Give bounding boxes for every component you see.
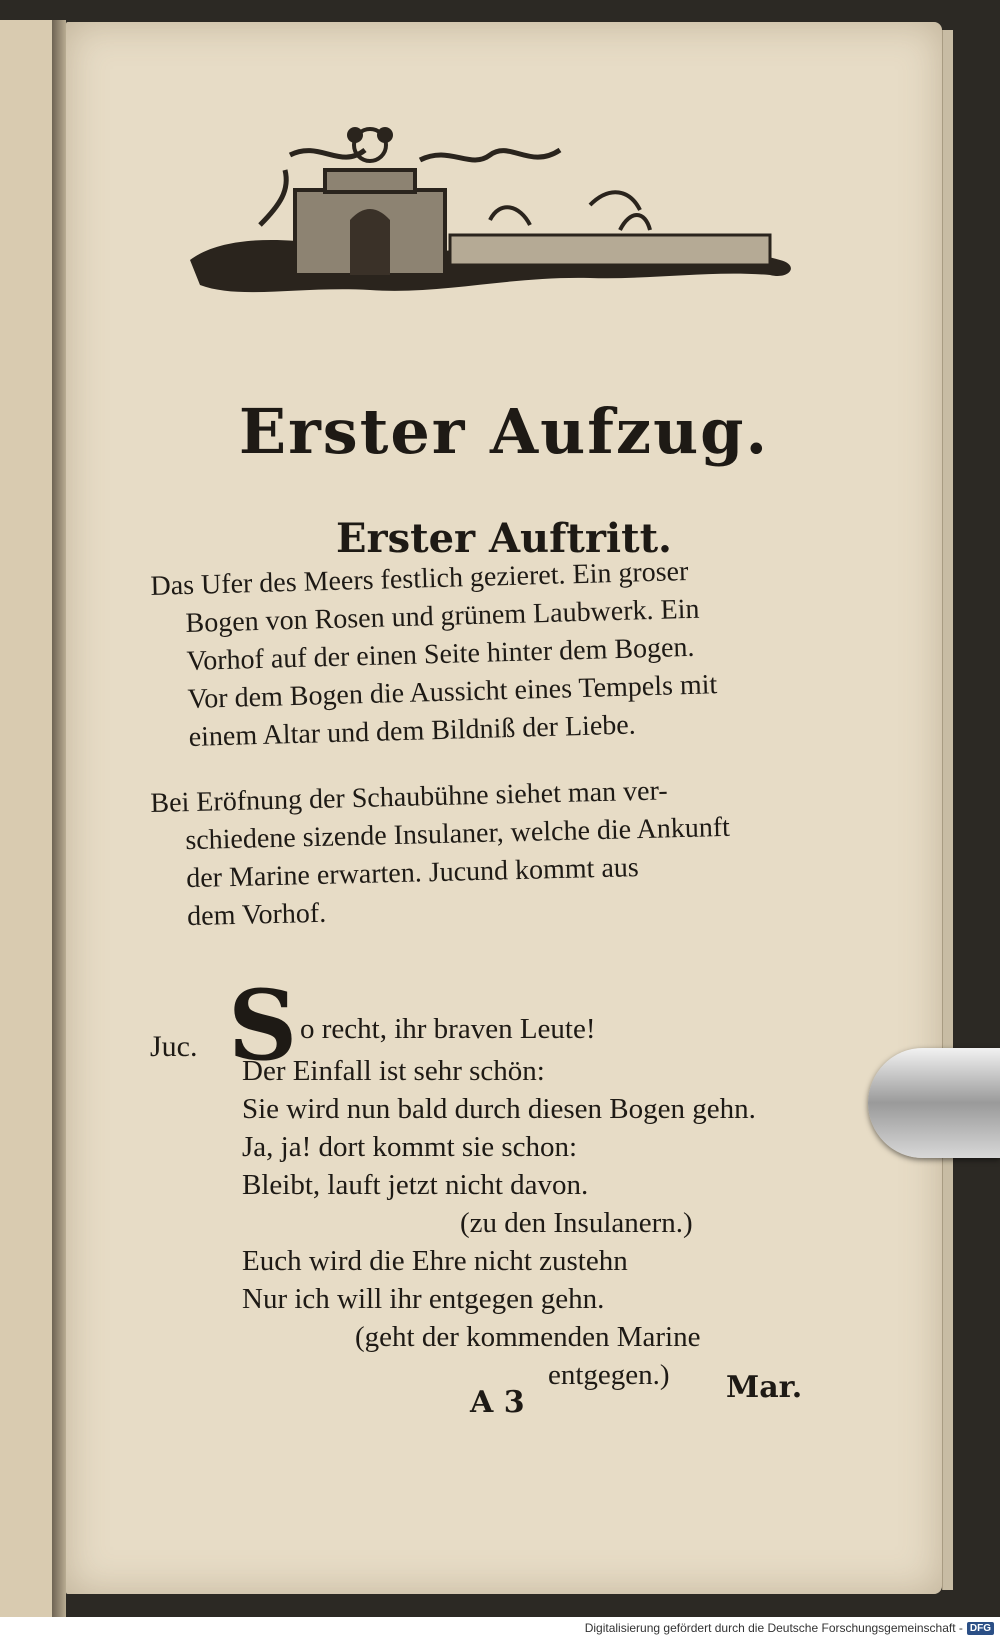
scene-title: Erster Auftritt. — [336, 515, 672, 562]
speaker-label: Juc. — [150, 1030, 198, 1063]
footer-bar — [0, 1617, 1000, 1639]
stage-line: einem Altar und dem Bildniß der Liebe. — [188, 709, 637, 753]
page-clip — [868, 1048, 1000, 1158]
stage-direction-2 — [150, 767, 873, 937]
catchword: Mar. — [726, 1370, 803, 1405]
stage-aside: (geht der kommenden Marine — [355, 1321, 701, 1353]
verse-line: o recht, ihr braven Leute! — [300, 1013, 596, 1045]
facing-page-edge — [0, 20, 54, 1620]
book-gutter — [52, 20, 66, 1620]
stage-line: Das Ufer des Meers festlich gezieret. Ein groser — [150, 555, 689, 602]
verse-line: Sie wird nun bald durch diesen Bogen gehn. — [242, 1093, 756, 1125]
stage-line: dem Vorhof. — [186, 897, 327, 933]
page-stack-edge — [942, 30, 953, 1590]
woodcut-vignette — [190, 110, 810, 330]
verse-line: Der Einfall ist sehr schön: — [242, 1055, 545, 1087]
dfg-logo: DFG — [967, 1622, 994, 1635]
drop-cap: S — [228, 969, 298, 1082]
stage-line: Vorhof auf der einen Seite hinter dem Bogen. — [186, 631, 695, 678]
verse-line: Euch wird die Ehre nicht zustehn — [242, 1245, 628, 1277]
stage-line: Bogen von Rosen und grünem Laubwerk. Ein — [185, 593, 700, 640]
stage-line: Bei Eröfnung der Schaubühne siehet man ver- — [150, 775, 668, 819]
stage-line: schiedene sizende Insulaner, welche die Ankunft — [184, 811, 731, 857]
signature-mark: A 3 — [470, 1385, 525, 1420]
footer-text: Digitalisierung gefördert durch die Deutsche Forschungsgemeinschaft - — [584, 1621, 963, 1635]
stage-line: der Marine erwarten. Jucund kommt aus — [185, 852, 640, 895]
chapter-title: Erster Aufzug. — [238, 395, 770, 468]
stage-aside: (zu den Insulanern.) — [460, 1207, 693, 1239]
verse-line: Bleibt, lauft jetzt nicht davon. — [242, 1169, 589, 1201]
stage-aside: entgegen.) — [548, 1359, 670, 1391]
stage-line: Vor dem Bogen die Aussicht eines Tempels mit — [187, 669, 718, 715]
verse-line: Nur ich will ihr entgegen gehn. — [242, 1283, 605, 1315]
stage-direction-1 — [150, 548, 875, 758]
verse-line: Ja, ja! dort kommt sie schon: — [242, 1131, 578, 1163]
